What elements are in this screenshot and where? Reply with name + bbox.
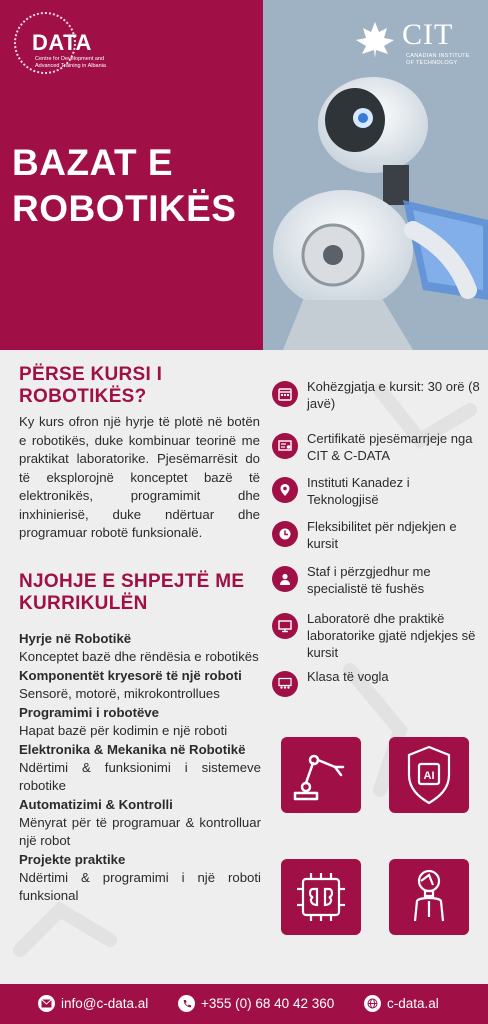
ai-shield-icon	[389, 737, 469, 813]
feature-item-certificate	[272, 430, 482, 464]
calendar-icon	[272, 381, 298, 407]
contact-footer	[0, 984, 488, 1024]
curriculum-item	[19, 630, 261, 666]
feature-item-class-size	[272, 668, 482, 697]
feature-text: Laboratorë dhe praktikë laboratorike gjatë ndjekjes së kursit	[307, 611, 476, 660]
brain-chip-icon	[281, 859, 361, 935]
person-icon	[272, 566, 298, 592]
why-section-text: Ky kurs ofron një hyrje të plotë në botën e robotikës, duke kombinuar teorinë me praktikat laboratorike. Pjesëmarrësit do të eksplorojnë konceptet bazë të elektronikës, programimit dhe inxhinierisë, duke ndërtuar dhe programuar robotë funksionalë.	[19, 414, 260, 540]
feature-text: Klasa të vogla	[307, 669, 389, 684]
ai-shield-tile	[389, 737, 469, 813]
curriculum-item-heading: Automatizimi & Kontrolli	[19, 797, 173, 812]
feature-text: Fleksibilitet për ndjekjen e kursit	[307, 519, 457, 551]
location-pin-icon	[272, 477, 298, 503]
feature-text: Instituti Kanadez i Teknologjisë	[307, 475, 410, 507]
cit-logo	[354, 18, 474, 68]
curriculum-item	[19, 741, 261, 795]
humanoid-robot-tile	[389, 859, 469, 935]
curriculum-item	[19, 667, 261, 703]
footer-website-text: c-data.al	[387, 996, 439, 1011]
maple-leaf-icon	[354, 20, 396, 60]
curriculum-item-heading: Hyrje në Robotikë	[19, 631, 132, 646]
footer-email-text: info@c-data.al	[61, 996, 149, 1011]
hero-title-line-2: ROBOTIKËS	[12, 188, 237, 229]
svg-text:AI: AI	[423, 770, 435, 782]
curriculum-item-description: Sensorë, motorë, mikrokontrollues	[19, 686, 220, 701]
curriculum-item-description: Ndërtimi & funksionimi i sistemeve robotike	[19, 760, 261, 793]
footer-phone[interactable]	[178, 995, 334, 1012]
curriculum-item-heading: Elektronika & Mekanika në Robotikë	[19, 742, 246, 757]
footer-website[interactable]	[364, 995, 439, 1012]
curriculum-item-description: Mënyrat për të programuar & kontrolluar një robot	[19, 815, 261, 848]
phone-icon	[178, 995, 195, 1012]
hero-title-line-1: BAZAT E	[12, 142, 174, 183]
curriculum-item-heading: Projekte praktike	[19, 852, 126, 867]
why-section-title: PËRSE KURSI I ROBOTIKËS?	[19, 364, 163, 407]
curriculum-item-description: Hapat bazë për kodimin e një roboti	[19, 723, 228, 738]
cit-logo-subtitle: CANADIAN INSTITUTE OF TECHNOLOGY	[406, 53, 470, 66]
curriculum-item-heading: Komponentët kryesorë të një roboti	[19, 668, 242, 683]
data-logo-subtitle: Centre for Development and Advanced Training in Albania	[35, 56, 106, 69]
curriculum-item	[19, 796, 261, 850]
cit-logo-word: CIT	[402, 18, 454, 51]
robot-arm-tile	[281, 737, 361, 813]
curriculum-list	[19, 630, 261, 906]
data-logo-word: DATA	[32, 30, 92, 55]
robot-arm-icon	[281, 737, 361, 813]
monitor-icon	[272, 613, 298, 639]
feature-text: Kohëzgjatja e kursit: 30 orë (8 javë)	[307, 379, 480, 411]
hero-title	[12, 140, 257, 232]
feature-item-flexibility	[272, 518, 482, 552]
hero-banner	[0, 0, 488, 350]
footer-email[interactable]	[38, 995, 148, 1012]
curriculum-item-description: Ndërtimi & programimi i një roboti funksional	[19, 870, 261, 903]
email-icon	[38, 995, 55, 1012]
brain-chip-tile	[281, 859, 361, 935]
c-data-logo	[14, 12, 104, 78]
hero-brand-panel	[0, 0, 263, 350]
clock-icon	[272, 521, 298, 547]
feature-text: Certifikatë pjesëmarrjeje nga CIT & C-DATA	[307, 431, 473, 463]
feature-item-institute	[272, 474, 482, 508]
curriculum-item	[19, 704, 261, 740]
humanoid-robot-icon	[389, 859, 469, 935]
curriculum-section-title: NJOHJE E SHPEJTË ME KURRIKULËN	[19, 571, 245, 614]
hero-robot-image	[263, 0, 488, 350]
footer-phone-text: +355 (0) 68 40 42 360	[201, 996, 335, 1011]
feature-item-staff	[272, 563, 482, 597]
curriculum-item-heading: Programimi i robotëve	[19, 705, 159, 720]
curriculum-item	[19, 851, 261, 905]
feature-item-duration	[272, 378, 482, 412]
classroom-icon	[272, 671, 298, 697]
globe-icon	[364, 995, 381, 1012]
feature-item-labs	[272, 610, 482, 661]
certificate-icon	[272, 433, 298, 459]
curriculum-item-description: Konceptet bazë dhe rëndësia e robotikës	[19, 649, 259, 664]
feature-text: Staf i përzgjedhur me specialistë të fushës	[307, 564, 431, 596]
